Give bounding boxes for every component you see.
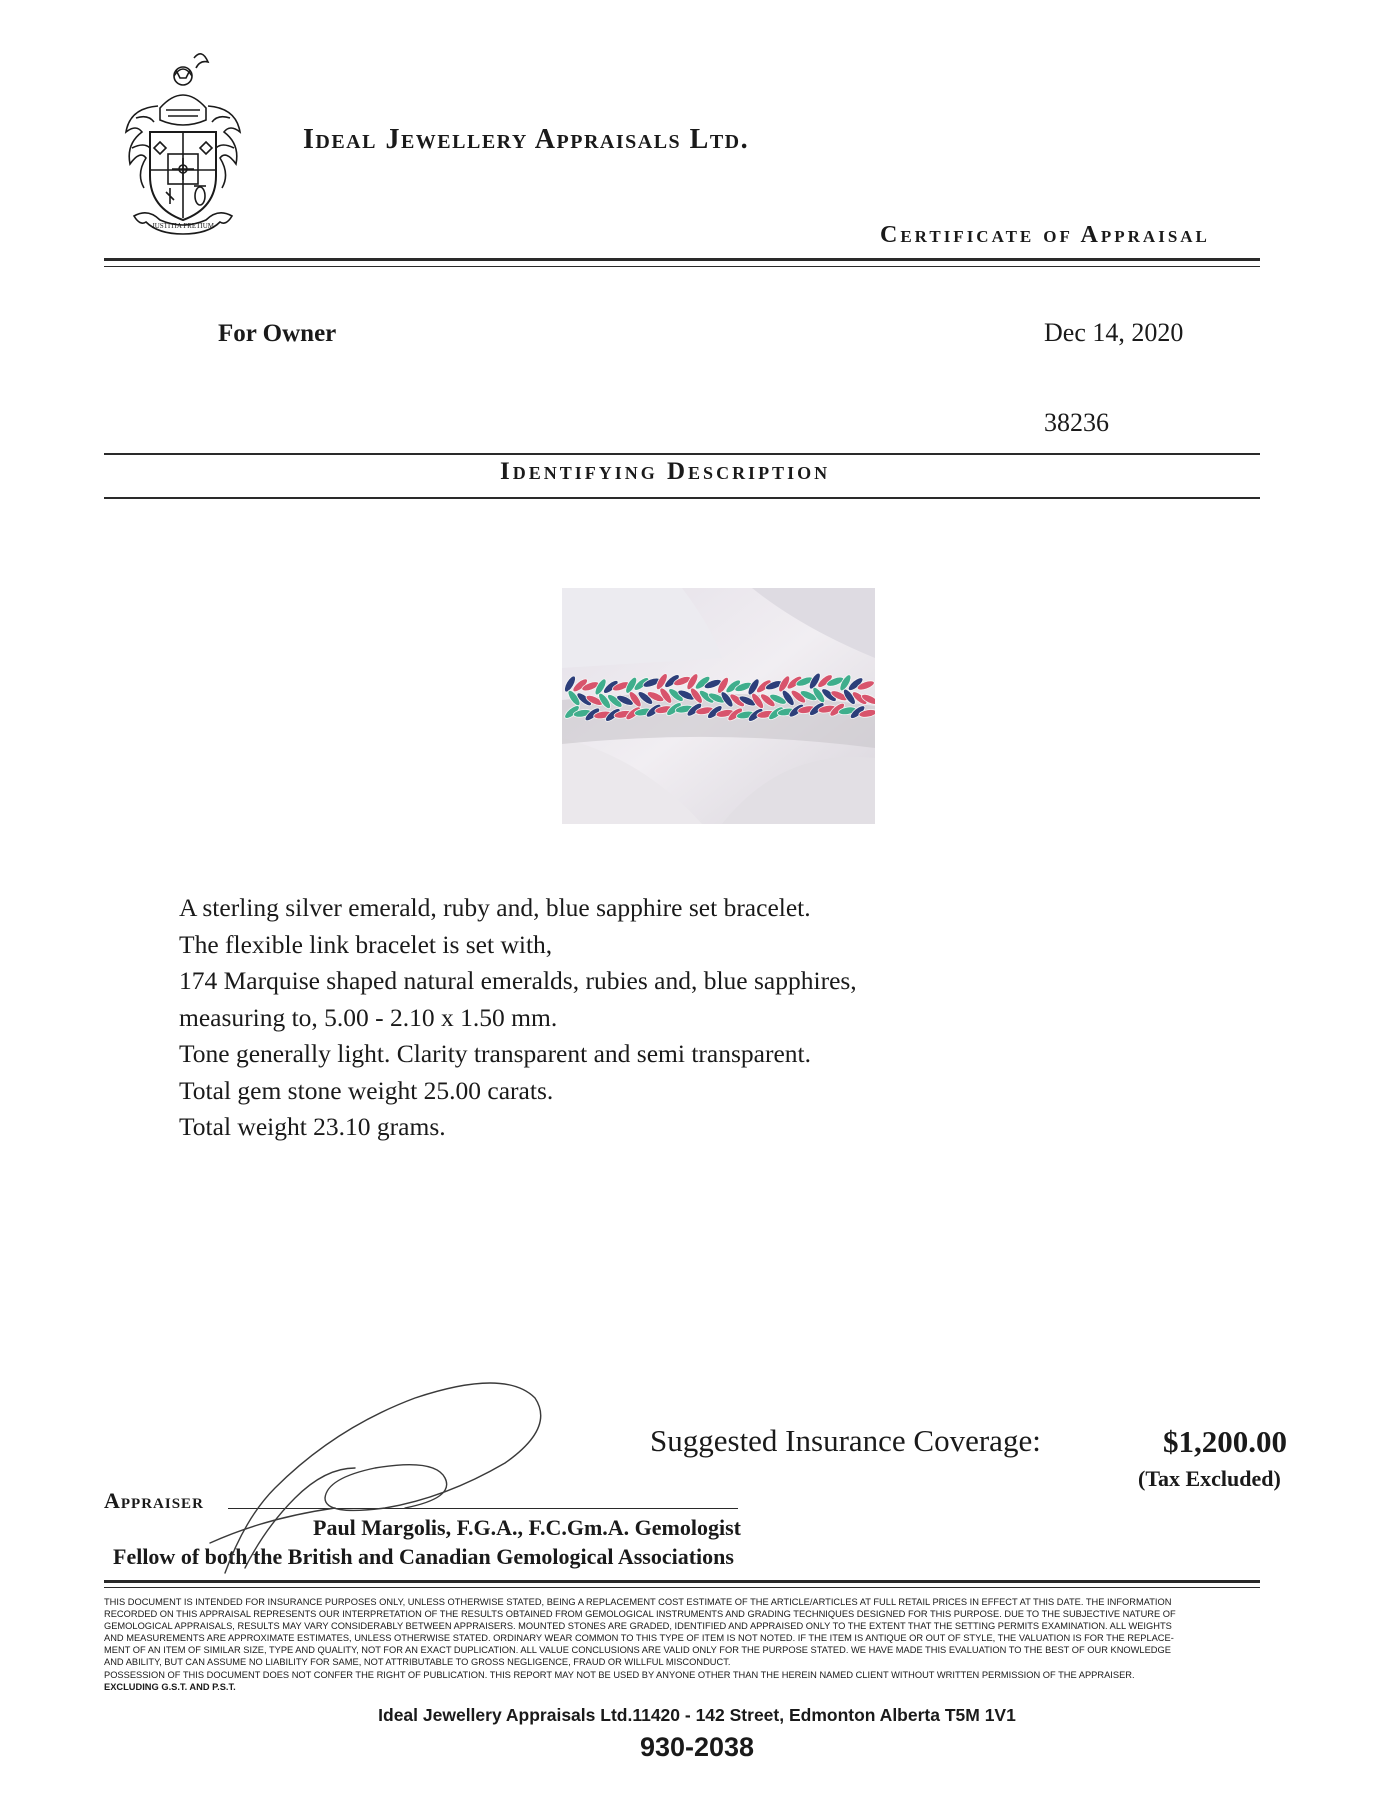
section-rule-bottom (104, 497, 1260, 499)
description-line: 174 Marquise shaped natural emeralds, rubies and, blue sapphires, (179, 966, 857, 995)
description-line: A sterling silver emerald, ruby and, blue sapphire set bracelet. (179, 893, 811, 922)
disclaimer-line: THIS DOCUMENT IS INTENDED FOR INSURANCE PURPOSES ONLY, UNLESS OTHERWISE STATED, BEING A REPLACEMENT COST ESTIMATE OF THE ARTICLE/ARTICLES AT FULL RETAIL PRICES IN EFFECT AT THIS DATE. THE INFORMATION (104, 1597, 1172, 1607)
crest-logo (108, 48, 258, 236)
description-line: The flexible link bracelet is set with, (179, 929, 553, 959)
description-line: Tone generally light. Clarity transparent and semi transparent. (179, 1039, 811, 1068)
appraiser-signature (205, 1368, 550, 1578)
owner-label: For Owner (218, 320, 337, 347)
description-line: Total weight 23.10 grams. (179, 1112, 446, 1141)
tax-excluded-note: (Tax Excluded) (1138, 1466, 1281, 1491)
footer-address: Ideal Jewellery Appraisals Ltd.11420 - 142 Street, Edmonton Alberta T5M 1V1 (378, 1705, 1016, 1725)
appraiser-label: Appraiser (104, 1488, 204, 1513)
insurance-coverage-label: Suggested Insurance Coverage: (650, 1423, 1041, 1458)
header-rule-thick (104, 258, 1260, 261)
disclaimer-line: POSSESSION OF THIS DOCUMENT DOES NOT CONFER THE RIGHT OF PUBLICATION. THIS REPORT MAY NOT BE USED BY ANYONE OTHER THAN THE HEREIN NAMED CLIENT WITHOUT WRITTEN PERMISSION OF THE APPRAISER. (104, 1669, 1135, 1680)
disclaimer-line: MENT OF AN ITEM OF SIMILAR SIZE, TYPE AND QUALITY, NOT FOR AN EXACT DUPLICATION. ALL VALUE CONCLUSIONS ARE VALID ONLY FOR THE PURPOSE STATED. WE HAVE MADE THIS EVALUATION TO THE BEST OF OUR KNOWLEDGE (104, 1645, 1171, 1656)
footer-phone: 930-2038 (639, 1732, 755, 1762)
description-block (179, 890, 857, 1146)
disclaimer-rule-thick (104, 1580, 1260, 1583)
appraisal-date: Dec 14, 2020 (1044, 318, 1184, 347)
company-name: Ideal Jewellery Appraisals Ltd. (303, 124, 750, 155)
crest-motto: JUSTITIA PRETIUM (151, 222, 215, 230)
appraiser-name: Paul Margolis, F.G.A., F.C.Gm.A. Gemologist (313, 1515, 741, 1540)
description-line: Total gem stone weight 25.00 carats. (179, 1075, 554, 1105)
section-title: Identifying Description (500, 458, 831, 485)
disclaimer-line: AND MEASUREMENTS ARE APPROXIMATE ESTIMATES, UNLESS OTHERWISE STATED. ORDINARY WEAR COMMON TO THIS TYPE OF ITEM IS NOT NOTED. IF THE ITEM IS ANTIQUE OR OUT OF STYLE, THE VALUATION IS FOR THE REPLACE- (104, 1633, 1174, 1644)
disclaimer-text (104, 1596, 1260, 1693)
disclaimer-line: AND ABILITY, BUT CAN ASSUME NO LIABILITY FOR SAME, NOT ATTRIBUTABLE TO GROSS NEGLIGENCE, FRAUD OR WILLFUL MISCONDUCT. (104, 1657, 731, 1668)
disclaimer-line: GEMOLOGICAL APPRAISALS, RESULTS MAY VARY CONSIDERABLY BETWEEN APPRAISERS. MOUNTED STONES ARE GRADED, IDENTIFIED AND APPRAISED ONLY TO THE EXTENT THAT THE SETTING PERMITS EXAMINATION. ALL WEIGHTS (104, 1621, 1172, 1632)
tax-exclusion-note: EXCLUDING G.S.T. AND P.S.T. (104, 1681, 236, 1692)
disclaimer-line: RECORDED ON THIS APPRAISAL REPRESENTS OUR INTERPRETATION OF THE RESULTS OBTAINED FROM GEMOLOGICAL INSTRUMENTS AND GRADING TECHNIQUES DESIGNED FOR THIS PURPOSE. DUE TO THE SUBJECTIVE NATURE OF (104, 1609, 1176, 1620)
reference-number: 38236 (1044, 408, 1109, 437)
disclaimer-rule-thin (104, 1587, 1260, 1588)
bracelet-photo (562, 588, 875, 824)
header-rule-thin (104, 266, 1260, 267)
description-line: measuring to, 5.00 - 2.10 x 1.50 mm. (179, 1002, 558, 1032)
certificate-title: Certificate of Appraisal (880, 222, 1210, 248)
appraiser-fellowship: Fellow of both the British and Canadian Gemological Associations (113, 1544, 734, 1569)
insurance-coverage-amount: $1,200.00 (1163, 1424, 1287, 1459)
section-rule-top (104, 453, 1260, 455)
